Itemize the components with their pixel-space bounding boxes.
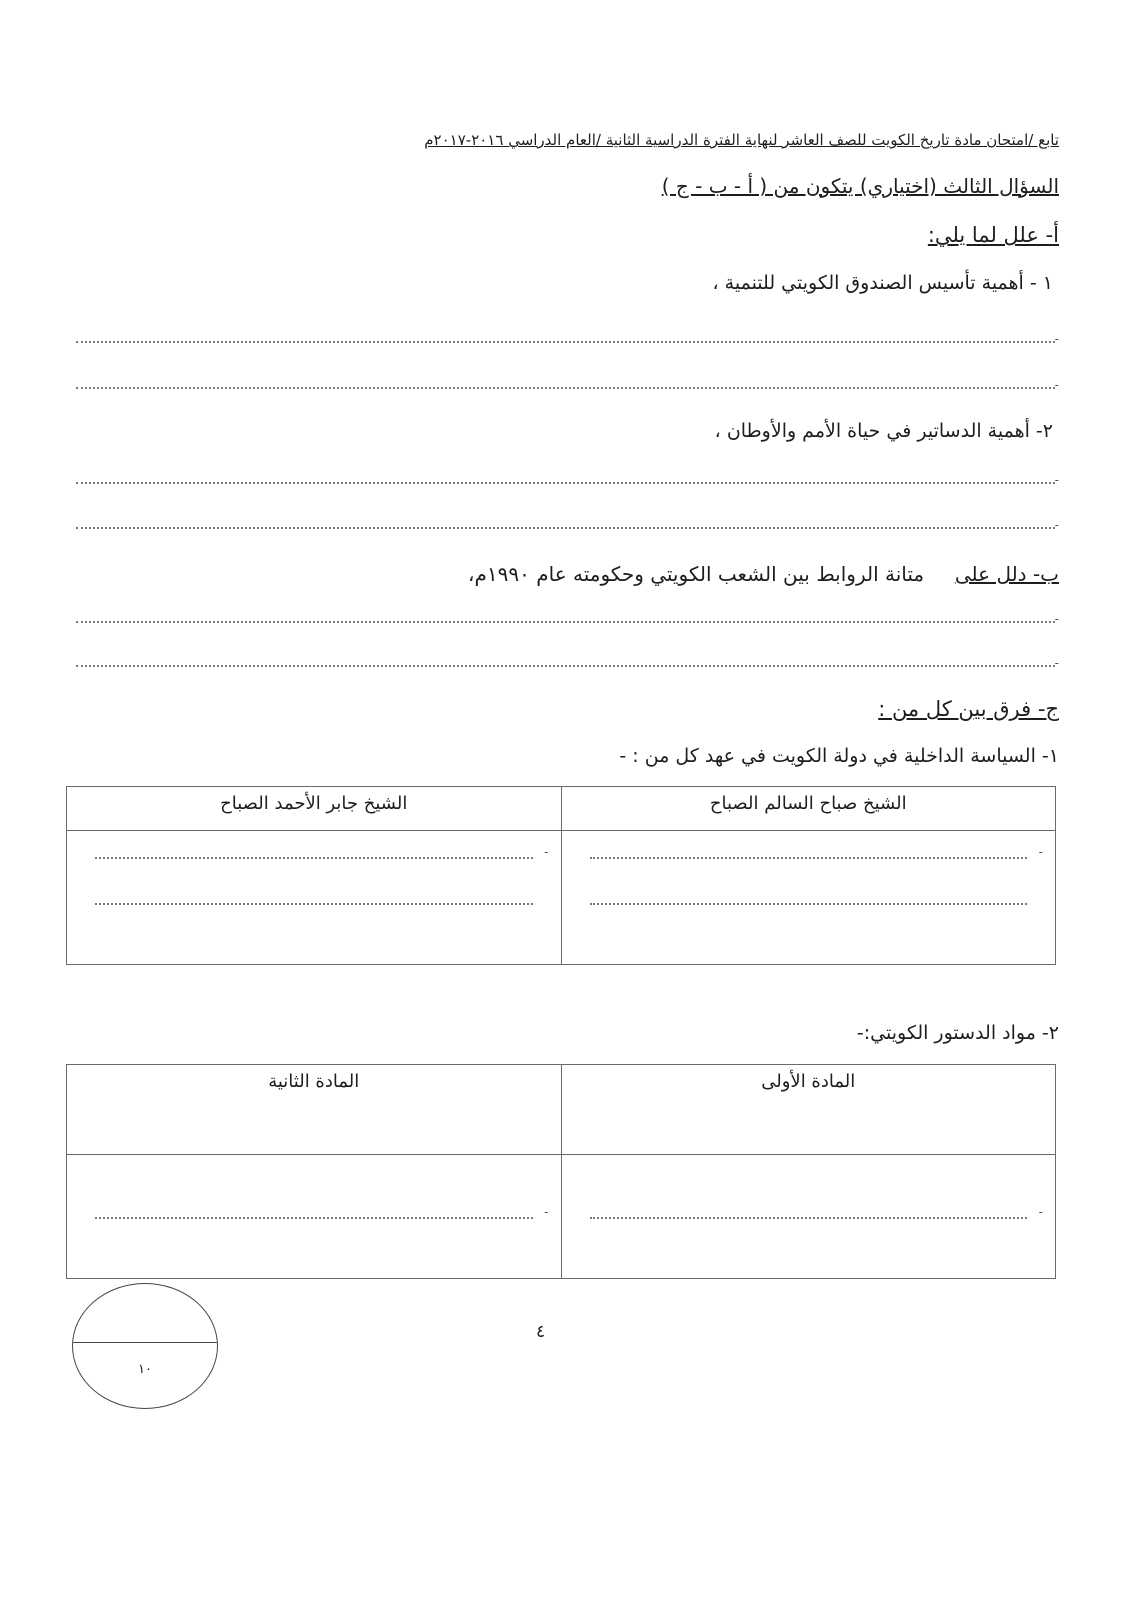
score-total: ١٠ bbox=[138, 1362, 152, 1377]
answer-line bbox=[76, 468, 1055, 484]
header-article-two: المادة الثانية bbox=[67, 1065, 562, 1155]
header-article-one: المادة الأولى bbox=[561, 1065, 1056, 1155]
answer-line bbox=[590, 1207, 1028, 1219]
dash-mark: - bbox=[1054, 332, 1059, 346]
section-a-title: أ- علل لما يلي: bbox=[927, 223, 1059, 247]
answer-line bbox=[76, 373, 1055, 389]
dash-mark: - bbox=[544, 1205, 549, 1219]
dash-mark: - bbox=[1054, 518, 1059, 532]
section-c-item-2: ٢- مواد الدستور الكويتي:- bbox=[856, 1022, 1059, 1044]
exam-header: تابع /امتحان مادة تاريخ الكويت للصف العاشر لنهاية الفترة الدراسية الثانية /العام الدراسي ٢٠١٦-٢٠١٧م bbox=[424, 131, 1059, 149]
answer-line bbox=[590, 893, 1028, 905]
section-b bbox=[468, 562, 1059, 586]
dash-mark: - bbox=[1038, 1205, 1043, 1219]
header-sheikh-jaber: الشيخ جابر الأحمد الصباح bbox=[67, 787, 562, 831]
section-b-text: متانة الروابط بين الشعب الكويتي وحكومته عام ١٩٩٠م، bbox=[468, 562, 925, 586]
score-circle bbox=[72, 1283, 218, 1409]
answer-line bbox=[95, 1207, 533, 1219]
dash-mark: - bbox=[1038, 845, 1043, 859]
dash-mark: - bbox=[1054, 612, 1059, 626]
answer-cell-article-two bbox=[67, 1155, 562, 1279]
answer-cell-article-one bbox=[561, 1155, 1056, 1279]
answer-cell-sabah bbox=[561, 831, 1056, 965]
answer-line bbox=[76, 651, 1055, 667]
dash-mark: - bbox=[1054, 378, 1059, 392]
comparison-table-constitution bbox=[66, 1064, 1056, 1279]
section-c-item-1: ١- السياسة الداخلية في دولة الكويت في عهد كل من : - bbox=[619, 745, 1059, 767]
answer-line bbox=[76, 513, 1055, 529]
answer-line bbox=[95, 847, 533, 859]
answer-line bbox=[76, 327, 1055, 343]
question-three-title: السؤال الثالث (اختياري) يتكون من ( أ - ب - ج ) bbox=[661, 174, 1059, 198]
answer-line bbox=[590, 847, 1028, 859]
page-number: ٤ bbox=[536, 1322, 546, 1342]
section-a-item-1: ١ - أهمية تأسيس الصندوق الكويتي للتنمية ، bbox=[712, 272, 1053, 294]
comparison-table-policy bbox=[66, 786, 1056, 965]
score-divider bbox=[73, 1342, 217, 1343]
answer-cell-jaber bbox=[67, 831, 562, 965]
header-sheikh-sabah: الشيخ صباح السالم الصباح bbox=[561, 787, 1056, 831]
dash-mark: - bbox=[1054, 473, 1059, 487]
answer-line bbox=[76, 607, 1055, 623]
answer-line bbox=[95, 893, 533, 905]
section-a-item-2: ٢- أهمية الدساتير في حياة الأمم والأوطان ، bbox=[714, 420, 1053, 442]
section-b-label: ب- دلل على bbox=[954, 562, 1059, 586]
dash-mark: - bbox=[544, 845, 549, 859]
dash-mark: - bbox=[1054, 656, 1059, 670]
section-c-title: ج- فرق بين كل من : bbox=[878, 697, 1059, 721]
